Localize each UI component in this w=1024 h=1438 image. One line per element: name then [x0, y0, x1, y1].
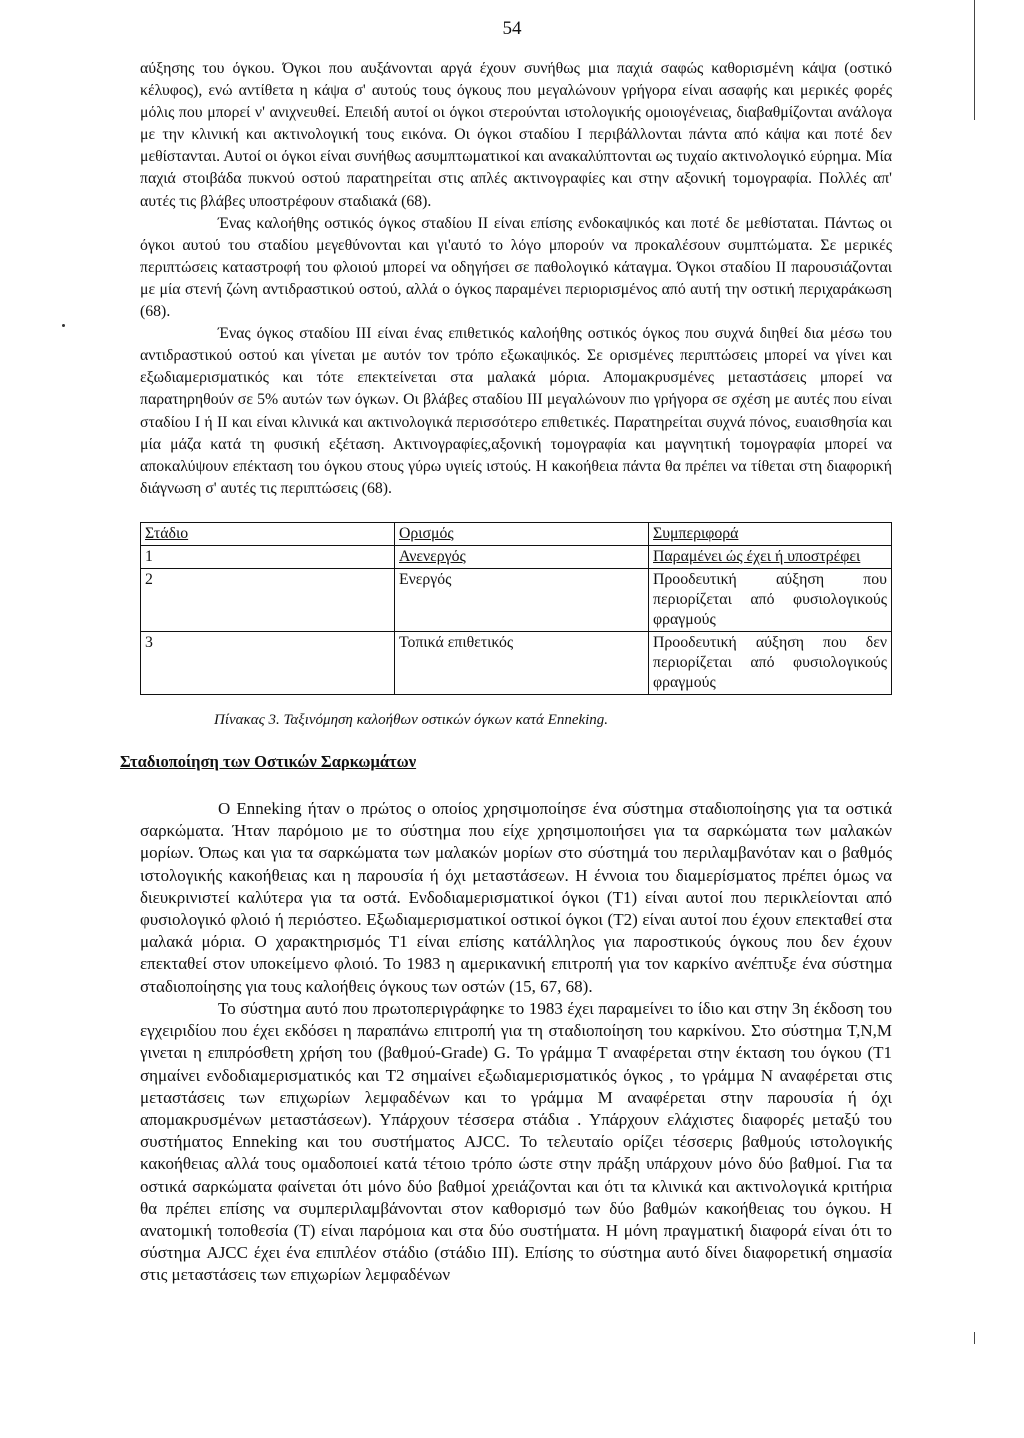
section-title: Σταδιοποίηση των Οστικών Σαρκωμάτων [120, 751, 417, 771]
scan-artifact-line-bottom [974, 1332, 975, 1344]
table-header-row [141, 522, 892, 545]
table-cell: 3 [141, 631, 395, 694]
table-caption: Πίνακας 3. Ταξινόμηση καλοήθων οστικών όγκων κατά Enneking. [214, 711, 609, 728]
table-cell: Προοδευτική αύξηση που δεν περιορίζεται από φυσιολογικούς φραγμούς [649, 631, 892, 694]
table-row [141, 631, 892, 694]
paragraph-stage-2: Ένας καλοήθης οστικός όγκος σταδίου ΙΙ είναι επίσης ενδοκαψικός και ποτέ δε μεθίσταται. Πάντως οι όγκοι αυτού του σταδίου μεγεθύνονται και γι'αυτό το λόγο μπορούν να προκαλέσουν συμπτώματα. Σε μερικές περιπτώσεις καταστροφή του φλοιού μπορεί να οδηγήσει σε παθολογικό κάταγμα. Όγκοι σταδίου ΙΙ παρουσιάζονται με μία στενή ζώνη αντιδραστικού οστού, αλλά ο όγκος παραμένει περιορισμένος από αυτή την οστική περιχαράκωση (68). [140, 214, 892, 321]
table-cell: Ενεργός [395, 568, 649, 631]
table-row [141, 568, 892, 631]
table-cell: 1 [141, 545, 395, 568]
table-cell: 2 [141, 568, 395, 631]
page-number: 54 [502, 18, 522, 39]
table-row [141, 545, 892, 568]
margin-dot [62, 324, 65, 327]
table-cell: Τοπικά επιθετικός [395, 631, 649, 694]
table-header-cell: Ορισμός [395, 522, 649, 545]
enneking-table [140, 522, 892, 695]
table-header-cell: Συμπεριφορά [649, 522, 892, 545]
scan-artifact-line [974, 0, 975, 120]
page-content [120, 58, 892, 1287]
table-cell: Προοδευτική αύξηση που περιορίζεται από φυσιολογικούς φραγμούς [649, 568, 892, 631]
section-body [140, 798, 892, 1286]
table-header-cell: Στάδιο [141, 522, 395, 545]
section-paragraph: Ο Enneking ήταν ο πρώτος ο οποίος χρησιμοποίησε ένα σύστημα σταδιοποίησης για τα οστικά σαρκώματα. Ήταν παρόμοιο με το σύστημα που είχε χρησιμοποιήσει για τα σαρκώματα των μαλακών μορίων. Όπως και για τα σαρκώματα των μαλακών μορίων στο σύστημά του περιλαμβανόταν και ο βαθμός ιστολογικής κακοήθειας και η παρουσία ή όχι μεταστάσεων. Η έννοια του διαμερίσματος πρέπει όμως να διευκρινιστεί καλύτερα για τα οστά. Ενδοδιαμερισματικοί όγκοι (Τ1) είναι αυτοί που περικλείονται από φυσιολογικό φλοιό ή περιόστεο. Εξωδιαμερισματικοί οστικοί όγκοι (Τ2) είναι αυτοί που έχουν επεκταθεί στα μαλακά μόρια. Ο χαρακτηρισμός Τ1 είναι επίσης κατάλληλος για παροστικούς όγκους που δεν έχουν επεκταθεί στον υποκείμενο φλοιό. Το 1983 η αμερικανική επιτροπή για τον καρκίνο ανέπτυξε ένα σύστημα σταδιοποίησης για τους καλοήθεις όγκους των οστών (15, 67, 68). [140, 799, 892, 996]
paragraph-stage-1: αύξησης του όγκου. Όγκοι που αυξάνονται αργά έχουν συνήθως μια παχιά σαφώς καθορισμένη κάψα (οστικό κέλυφος), ενώ αντίθετα η κάψα σ' αυτούς τους όγκους που μεγαλώνουν γρήγορα είναι ασαφής και μερικές φορές μόλις που μπορεί ν' ανιχνευθεί. Επειδή αυτοί οι όγκοι στερούνται ιστολογικής ομοιογένειας, διαβαθμίζονται ανάλογα με την κλινική και ακτινολογική τους εικόνα. Οι όγκοι σταδίου Ι περιβάλλονται πάντα από κάψα και ποτέ δεν μεθίστανται. Αυτοί οι όγκοι είναι συνήθως ασυμπτωματικοί και ανακαλύπτονται ως τυχαίο ακτινολογικό εύρημα. Μία παχιά στοιβάδα πυκνού οστού παρατηρείται στις απλές ακτινογραφίες και στην αξονική τομογραφία. Πολλές απ' αυτές τις βλάβες υποστρέφουν σταδιακά (68). [140, 60, 892, 210]
section-paragraph: Το σύστημα αυτό που πρωτοπεριγράφηκε το 1983 έχει παραμείνει το ίδιο και στην 3η έκδοση του εγχειριδίου που έχει εκδόσει η παραπάνω επιτροπή για τη σταδιοποίηση του καρκίνου. Στο σύστημα Τ,Ν,Μ γινεται η επιπρόσθετη χρήση του (βαθμού-Grade) G. Το γράμμα Τ αναφέρεται στην έκταση του όγκου (Τ1 σημαίνει ενδοδιαμερισματικός και Τ2 σημαίνει εξωδιαμερισματικός όγκος , το γράμμα Ν αναφέρεται στις μεταστάσεις των επιχωρίων λεμφαδένων και το γράμμα Μ αναφέρεται στην παρουσία ή όχι απομακρυσμένων μεταστάσεων). Υπάρχουν τέσσερα στάδια . Υπάρχουν ελάχιστες διαφορές μεταξύ του συστήματος Enneking και του συστήματος AJCC. Το τελευταίο ορίζει τέσσερις βαθμούς ιστολογικής κακοήθειας αλλά τους ομαδοποιεί κατά τέτοιο τρόπο ώστε στην πράξη υπάρχουν μόνο δύο βαθμοί. Για τα οστικά σαρκώματα φαίνεται ότι μόνο δύο βαθμοί χρειάζονται και ότι τα κλινικά και ακτινολογικά κριτήρια θα πρέπει επίσης να συμπεριλαμβάνονται στον καθορισμό των δύο βαθμών κακοήθειας του όγκου. Η ανατομική τοποθεσία (Τ) είναι παρόμοια και στα δύο συστήματα. Η μόνη πραγματική διαφορά είναι ότι το σύστημα AJCC έχει ένα επιπλέον στάδιο (στάδιο ΙΙΙ). Επίσης το σύστημα αυτό δίνει διαφορετική σημασία στις μεταστάσεις των επιχωρίων λεμφαδένων [140, 998, 892, 1285]
table-cell: Ανενεργός [395, 545, 649, 568]
paragraph-stage-3: Ένας όγκος σταδίου ΙΙΙ είναι ένας επιθετικός καλοήθης οστικός όγκος που συχνά διηθεί δια μέσω του αντιδραστικού οστού και γίνεται με αυτόν τον τρόπο εξωκαψικός. Σε ορισμένες περιπτώσεις μπορεί να γίνει και εξωδιαμερισματικός και τότε επεκτείνεται στα μαλακά μόρια. Απομακρυσμένες μεταστάσεις μπορεί να παρατηρηθούν σε 5% αυτών των όγκων. Οι βλάβες σταδίου ΙΙΙ μεγαλώνουν πιο γρήγορα σε σχέση με αυτές που είναι σταδίου Ι ή ΙΙ και είναι κλινικά και ακτινολογικά περισσότερο επιθετικές. Παρατηρείται συχνά πόνος, ευαισθησία και μία μάζα κατά τη φυσική εξέταση. Ακτινογραφίες,αξονική τομογραφία και μαγνητική τομογραφία μπορεί να αποκαλύψουν επέκταση του όγκου στους γύρω υγιείς ιστούς. Η κακοήθεια πάντα θα πρέπει να τίθεται στη διαφορική διάγνωση σ' αυτές τις περιπτώσεις (68). [140, 325, 892, 497]
table-cell: Παραμένει ώς έχει ή υποστρέφει [649, 545, 892, 568]
